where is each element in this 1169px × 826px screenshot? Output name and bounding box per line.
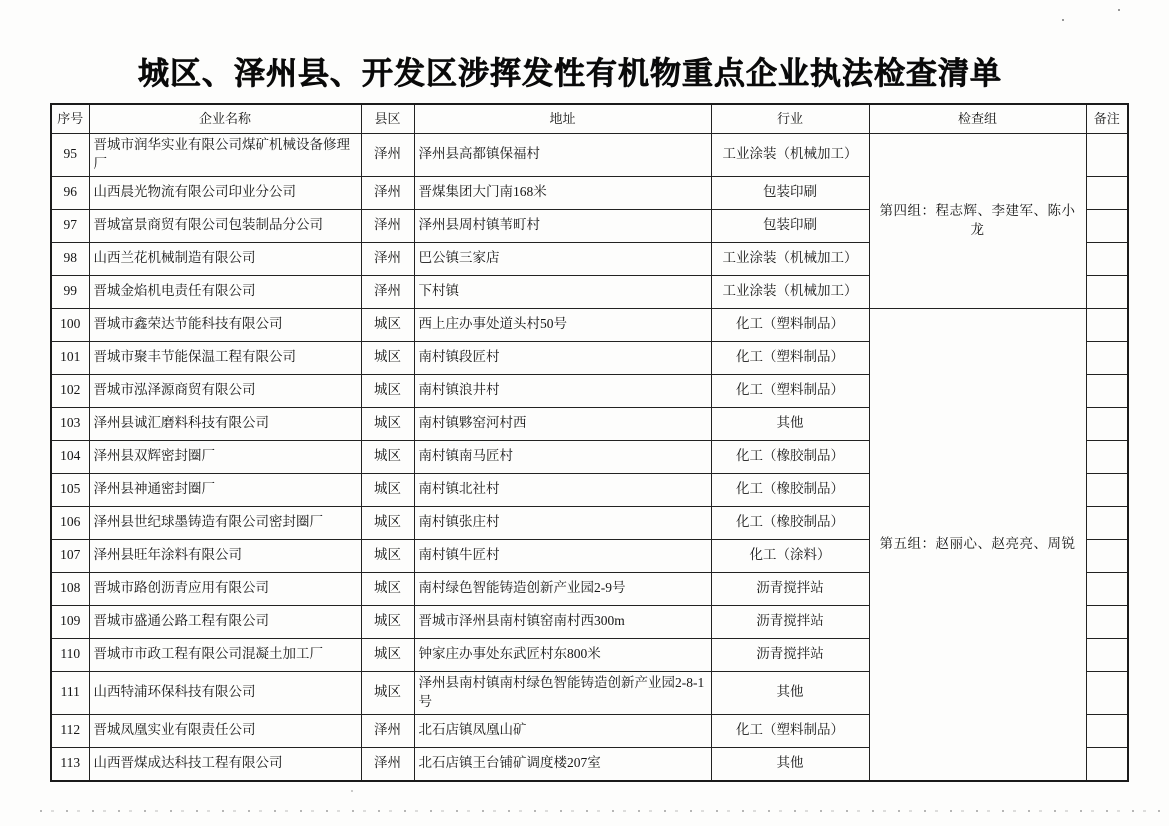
column-header: 企业名称 [89, 104, 361, 134]
row-number-cell: 102 [51, 374, 89, 407]
inspection-list-table [50, 103, 1129, 782]
industry-cell: 化工（橡胶制品） [711, 473, 869, 506]
remark-cell [1086, 407, 1128, 440]
industry-cell: 工业涂装（机械加工） [711, 275, 869, 308]
remark-cell [1086, 638, 1128, 671]
address-cell: 钟家庄办事处东武匠村东800米 [414, 638, 711, 671]
table-header-row [51, 104, 1128, 134]
industry-cell: 工业涂装（机械加工） [711, 242, 869, 275]
address-cell: 西上庄办事处道头村50号 [414, 308, 711, 341]
remark-cell [1086, 671, 1128, 714]
address-cell: 下村镇 [414, 275, 711, 308]
row-number-cell: 95 [51, 134, 89, 177]
column-header: 检查组 [869, 104, 1086, 134]
remark-cell [1086, 473, 1128, 506]
industry-cell: 化工（塑料制品） [711, 341, 869, 374]
remark-cell [1086, 440, 1128, 473]
company-name-cell: 晋城市润华实业有限公司煤矿机械设备修理厂 [89, 134, 361, 177]
address-cell: 南村镇浪井村 [414, 374, 711, 407]
industry-cell: 化工（塑料制品） [711, 374, 869, 407]
row-number-cell: 107 [51, 539, 89, 572]
district-cell: 城区 [361, 473, 414, 506]
column-header: 序号 [51, 104, 89, 134]
industry-cell: 沥青搅拌站 [711, 638, 869, 671]
address-cell: 泽州县周村镇苇町村 [414, 209, 711, 242]
company-name-cell: 晋城市盛通公路工程有限公司 [89, 605, 361, 638]
industry-cell: 化工（橡胶制品） [711, 506, 869, 539]
address-cell: 泽州县南村镇南村绿色智能铸造创新产业园2-8-1号 [414, 671, 711, 714]
remark-cell [1086, 572, 1128, 605]
district-cell: 城区 [361, 506, 414, 539]
table-row [51, 308, 1128, 341]
address-cell: 南村绿色智能铸造创新产业园2-9号 [414, 572, 711, 605]
row-number-cell: 106 [51, 506, 89, 539]
remark-cell [1086, 242, 1128, 275]
address-cell: 南村镇牛匠村 [414, 539, 711, 572]
industry-cell: 其他 [711, 671, 869, 714]
industry-cell: 化工（塑料制品） [711, 714, 869, 747]
remark-cell [1086, 209, 1128, 242]
remark-cell [1086, 134, 1128, 177]
row-number-cell: 97 [51, 209, 89, 242]
district-cell: 城区 [361, 638, 414, 671]
scan-speck-artifact [351, 790, 353, 792]
column-header: 地址 [414, 104, 711, 134]
address-cell: 晋煤集团大门南168米 [414, 176, 711, 209]
scan-speck-artifact [1062, 19, 1064, 21]
district-cell: 泽州 [361, 242, 414, 275]
address-cell: 北石店镇凤凰山矿 [414, 714, 711, 747]
remark-cell [1086, 341, 1128, 374]
industry-cell: 工业涂装（机械加工） [711, 134, 869, 177]
industry-cell: 包装印刷 [711, 209, 869, 242]
industry-cell: 化工（涂料） [711, 539, 869, 572]
remark-cell [1086, 275, 1128, 308]
remark-cell [1086, 747, 1128, 781]
row-number-cell: 112 [51, 714, 89, 747]
row-number-cell: 113 [51, 747, 89, 781]
table-body [51, 134, 1128, 781]
address-cell: 南村镇张庄村 [414, 506, 711, 539]
inspection-group-cell: 第五组：赵丽心、赵亮亮、周锐 [869, 308, 1086, 780]
address-cell: 南村镇南马匠村 [414, 440, 711, 473]
company-name-cell: 晋城市泓泽源商贸有限公司 [89, 374, 361, 407]
district-cell: 城区 [361, 605, 414, 638]
industry-cell: 包装印刷 [711, 176, 869, 209]
district-cell: 城区 [361, 440, 414, 473]
company-name-cell: 山西晋煤成达科技工程有限公司 [89, 747, 361, 781]
company-name-cell: 泽州县诚汇磨料科技有限公司 [89, 407, 361, 440]
column-header: 备注 [1086, 104, 1128, 134]
column-header: 县区 [361, 104, 414, 134]
row-number-cell: 100 [51, 308, 89, 341]
address-cell: 南村镇北社村 [414, 473, 711, 506]
district-cell: 泽州 [361, 176, 414, 209]
company-name-cell: 晋城市鑫荣达节能科技有限公司 [89, 308, 361, 341]
remark-cell [1086, 374, 1128, 407]
company-name-cell: 晋城金焰机电责任有限公司 [89, 275, 361, 308]
row-number-cell: 103 [51, 407, 89, 440]
district-cell: 城区 [361, 539, 414, 572]
industry-cell: 沥青搅拌站 [711, 605, 869, 638]
industry-cell: 其他 [711, 407, 869, 440]
company-name-cell: 山西兰花机械制造有限公司 [89, 242, 361, 275]
district-cell: 泽州 [361, 275, 414, 308]
remark-cell [1086, 605, 1128, 638]
row-number-cell: 108 [51, 572, 89, 605]
row-number-cell: 111 [51, 671, 89, 714]
industry-cell: 化工（橡胶制品） [711, 440, 869, 473]
district-cell: 泽州 [361, 747, 414, 781]
district-cell: 城区 [361, 374, 414, 407]
row-number-cell: 109 [51, 605, 89, 638]
district-cell: 泽州 [361, 714, 414, 747]
company-name-cell: 晋城市市政工程有限公司混凝土加工厂 [89, 638, 361, 671]
scan-speck-artifact [1118, 9, 1120, 11]
company-name-cell: 晋城市路创沥青应用有限公司 [89, 572, 361, 605]
district-cell: 城区 [361, 671, 414, 714]
company-name-cell: 晋城市聚丰节能保温工程有限公司 [89, 341, 361, 374]
remark-cell [1086, 308, 1128, 341]
district-cell: 城区 [361, 341, 414, 374]
remark-cell [1086, 714, 1128, 747]
table-row [51, 134, 1128, 177]
district-cell: 城区 [361, 572, 414, 605]
industry-cell: 其他 [711, 747, 869, 781]
industry-cell: 化工（塑料制品） [711, 308, 869, 341]
address-cell: 南村镇段匠村 [414, 341, 711, 374]
remark-cell [1086, 539, 1128, 572]
row-number-cell: 99 [51, 275, 89, 308]
address-cell: 晋城市泽州县南村镇窑南村西300m [414, 605, 711, 638]
company-name-cell: 泽州县世纪球墨铸造有限公司密封圈厂 [89, 506, 361, 539]
district-cell: 城区 [361, 308, 414, 341]
company-name-cell: 泽州县双辉密封圈厂 [89, 440, 361, 473]
address-cell: 泽州县高都镇保福村 [414, 134, 711, 177]
scan-noise-artifact [40, 810, 1169, 812]
column-header: 行业 [711, 104, 869, 134]
row-number-cell: 110 [51, 638, 89, 671]
row-number-cell: 104 [51, 440, 89, 473]
company-name-cell: 泽州县神通密封圈厂 [89, 473, 361, 506]
company-name-cell: 泽州县旺年涂料有限公司 [89, 539, 361, 572]
company-name-cell: 晋城凤凰实业有限责任公司 [89, 714, 361, 747]
address-cell: 南村镇夥窑河村西 [414, 407, 711, 440]
remark-cell [1086, 506, 1128, 539]
district-cell: 城区 [361, 407, 414, 440]
row-number-cell: 105 [51, 473, 89, 506]
address-cell: 北石店镇王台铺矿调度楼207室 [414, 747, 711, 781]
industry-cell: 沥青搅拌站 [711, 572, 869, 605]
inspection-group-cell: 第四组：程志辉、李建军、陈小龙 [869, 134, 1086, 309]
row-number-cell: 96 [51, 176, 89, 209]
document-title: 城区、泽州县、开发区涉挥发性有机物重点企业执法检查清单 [138, 56, 1002, 91]
address-cell: 巴公镇三家店 [414, 242, 711, 275]
company-name-cell: 晋城富景商贸有限公司包装制品分公司 [89, 209, 361, 242]
row-number-cell: 101 [51, 341, 89, 374]
district-cell: 泽州 [361, 134, 414, 177]
company-name-cell: 山西特浦环保科技有限公司 [89, 671, 361, 714]
row-number-cell: 98 [51, 242, 89, 275]
company-name-cell: 山西晨光物流有限公司印业分公司 [89, 176, 361, 209]
remark-cell [1086, 176, 1128, 209]
district-cell: 泽州 [361, 209, 414, 242]
